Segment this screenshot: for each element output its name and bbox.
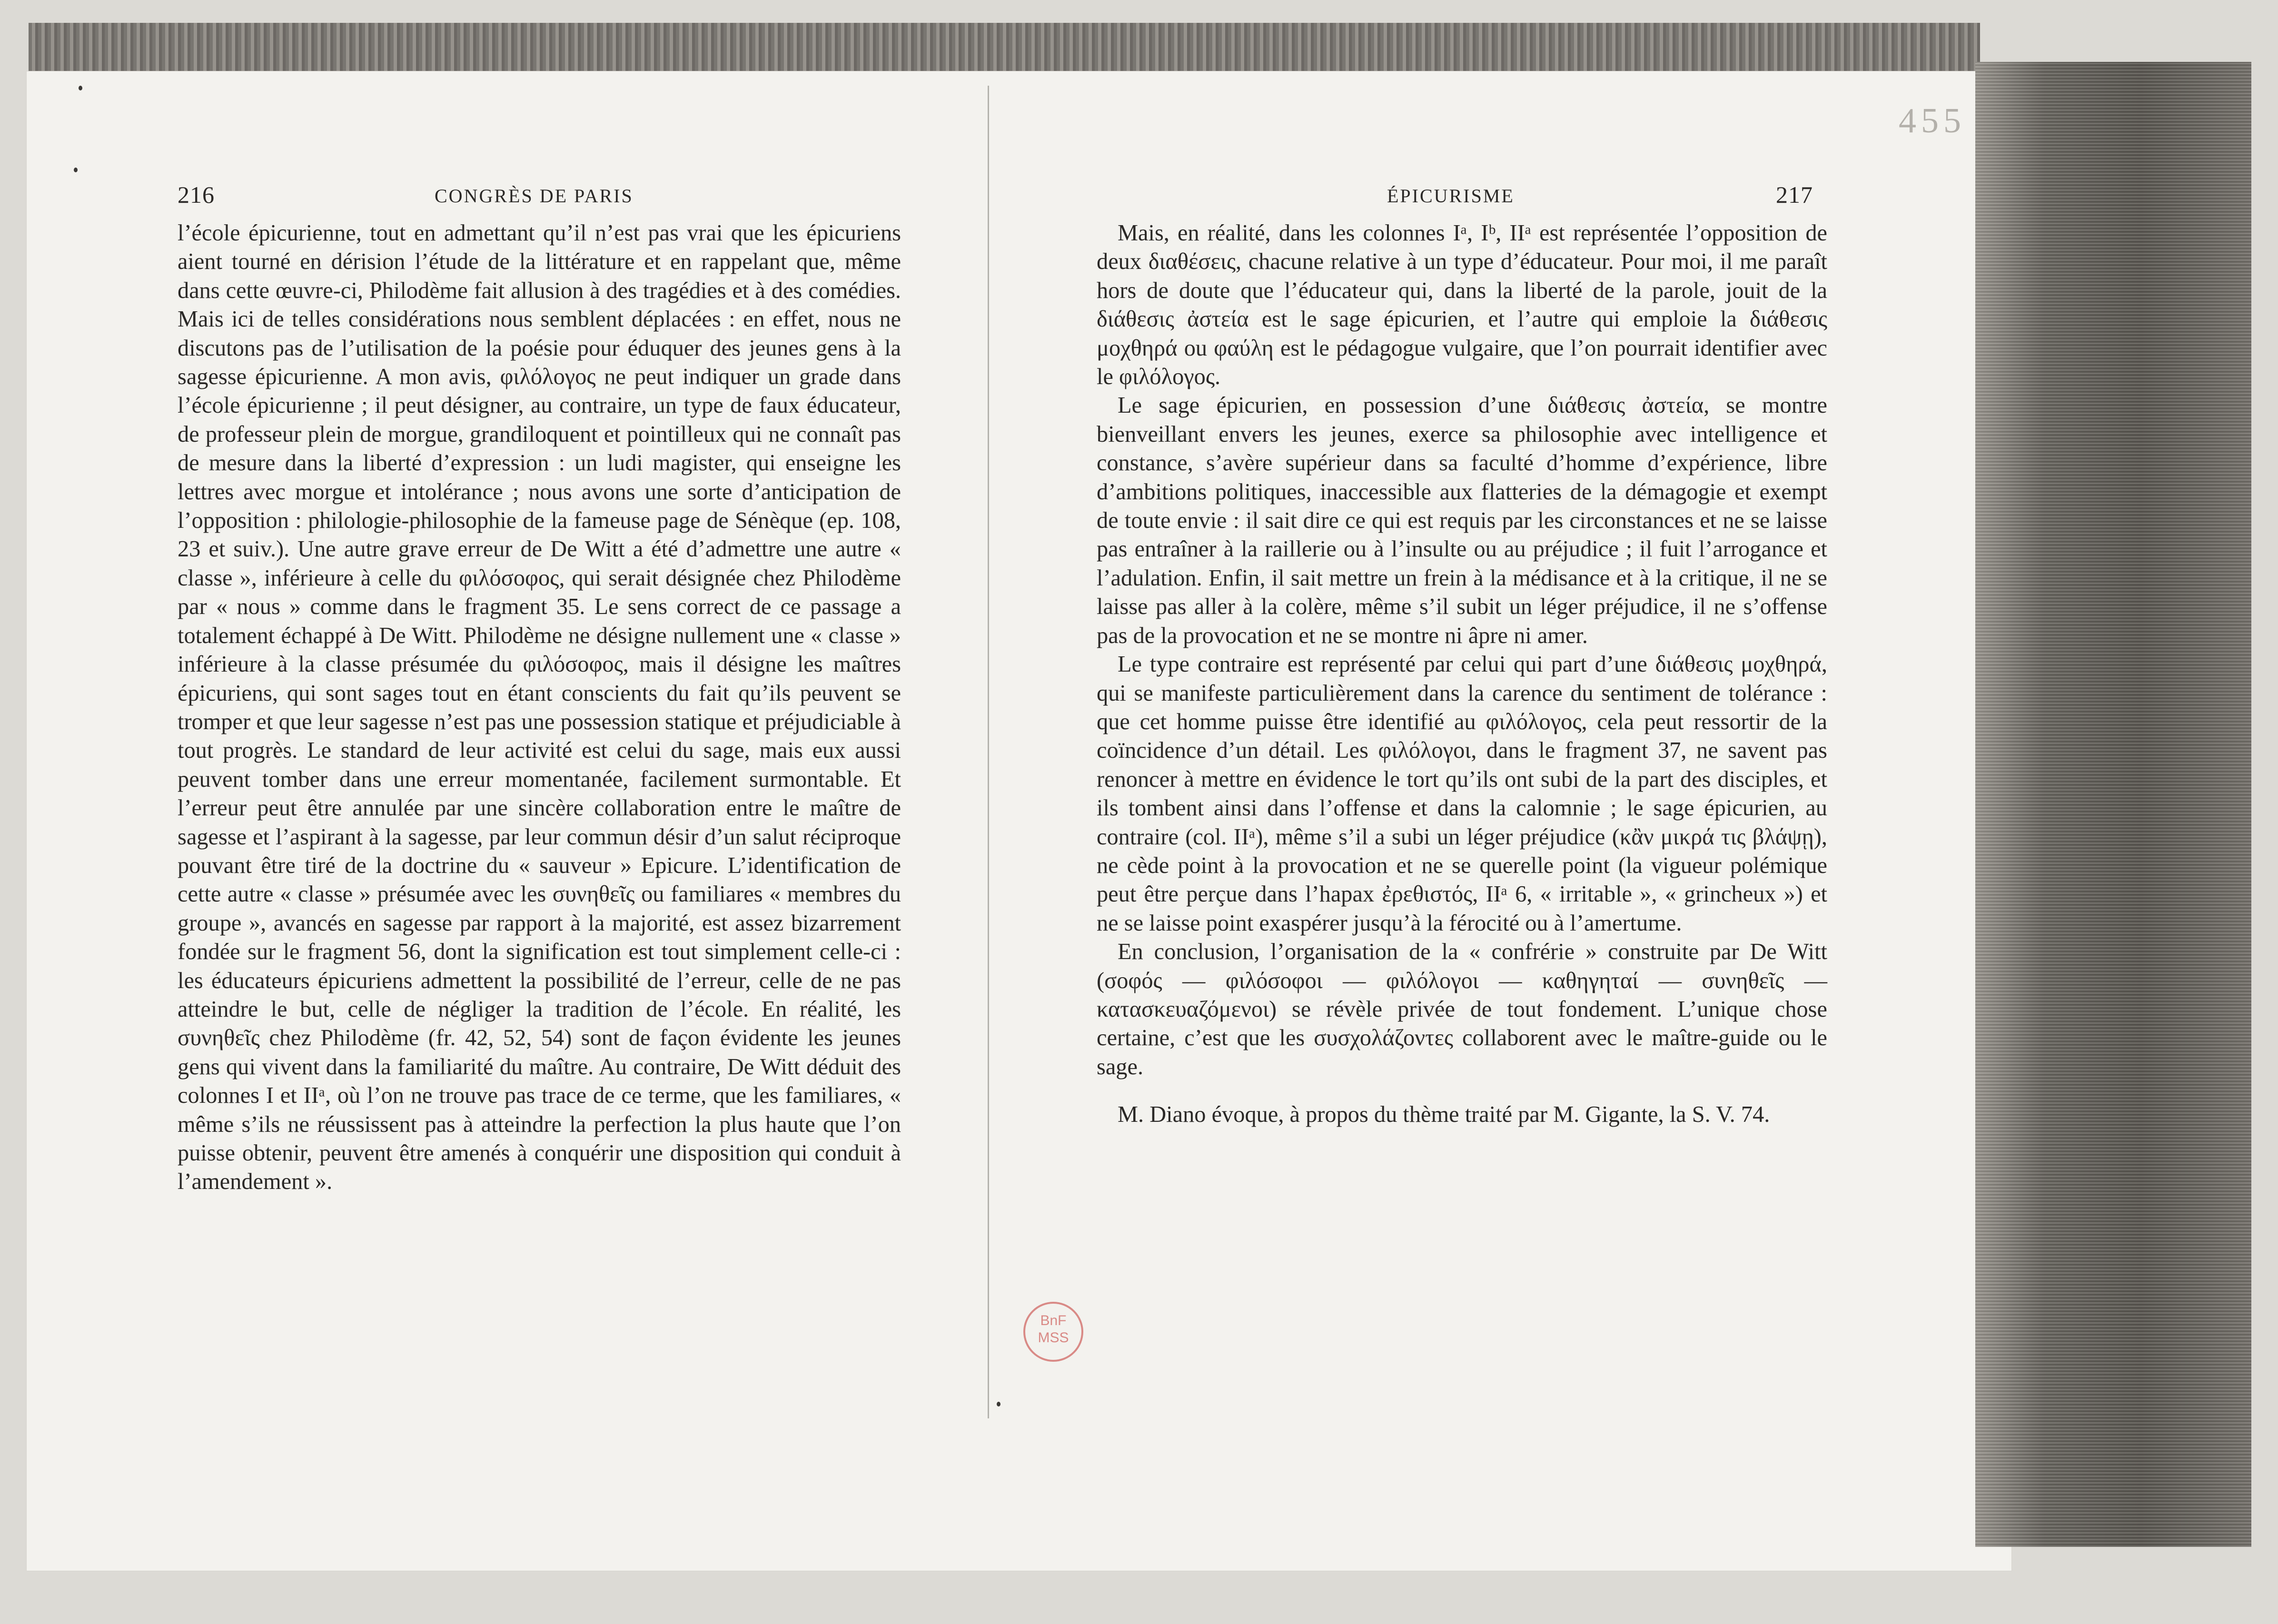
speck: [74, 168, 78, 172]
left-page-body: [178, 219, 901, 1197]
left-running-title: CONGRÈS DE PARIS: [435, 185, 634, 207]
right-running-head: [1097, 181, 1827, 219]
speck: [997, 1402, 1000, 1406]
archive-page-number: 455: [1899, 101, 1966, 140]
right-running-title: ÉPICURISME: [1387, 185, 1515, 207]
left-page-number: 216: [178, 181, 215, 208]
scan-top-edge: [29, 23, 1980, 75]
stamp-line-2: MSS: [1038, 1330, 1069, 1346]
right-paragraph-4: En conclusion, l’organisation de la « confrérie » construite par De Witt (σοφός — φιλόσοφοι — φιλόλογοι — καθηγηταί — συνηθεῖς — κατασκευαζόμενοι) se révèle privée de tout fondement. L’unique chose certaine, c’est que les συσχολάζοντες collaborent avec le maître-guide ou le sage.: [1097, 939, 1827, 1079]
right-page-body: [1097, 219, 1827, 1129]
library-stamp: [1023, 1302, 1083, 1362]
right-page-number: 217: [1776, 181, 1813, 208]
discussion-note: M. Diano évoque, à propos du thème traité par M. Gigante, la S. V. 74.: [1118, 1102, 1770, 1128]
right-paragraph-2: Le sage épicurien, en possession d’une διάθεσις ἀστεία, se montre bienveillant envers les jeunes, exerce sa philosophie avec intelligence et constance, s’avère supérieur dans sa faculté d’homme d’expérience, libre d’ambitions politiques, inaccessible aux flatteries de la démagogie et exempt de toute envie : il sait dire ce qui est requis par les circonstances et ne se laisse pas entraîner à la raillerie ou à l’insulte ou au préjudice ; il fuit l’arrogance et l’adulation. Enfin, il sait mettre un frein à la médisance et à la critique, il ne se laisse pas aller à la colère, même s’il subit un léger préjudice, il ne s’offense pas de la provocation et ne se montre ni âpre ni amer.: [1097, 393, 1827, 648]
stamp-line-1: BnF: [1040, 1313, 1067, 1328]
book-gutter: [988, 86, 989, 1418]
right-page: [1097, 181, 1827, 1129]
right-paragraph-1: Mais, en réalité, dans les colonnes Iᵃ, Iᵇ, IIᵃ est représentée l’opposition de deux διαθέσεις, chacune relative à un type d’éducateur. Pour moi, il me paraît hors de doute que l’éducateur qui, dans la liberté de la parole, jouit de la διάθεσις ἀστεία est le sage épicurien, et l’autre qui emploie la διάθεσις μοχθηρά ou φαύλη est le pédagogue vulgaire, que l’on pourrait identifier avec le φιλόλογος.: [1097, 220, 1827, 390]
speck: [79, 86, 82, 90]
scan-right-edge: [1975, 62, 2251, 1547]
left-paragraph-1: l’école épicurienne, tout en admettant qu’il n’est pas vrai que les épicuriens aient tourné en dérision l’étude de la littérature et en rappelant que, même dans cette œuvre-ci, Philodème fait allusion à des tragédies et à des comédies. Mais ici de telles considérations nous semblent déplacées : en effet, nous ne discutons pas de l’utilisation de la poésie pour éduquer des jeunes gens à la sagesse épicurienne. A mon avis, φιλόλογος ne peut indiquer un grade dans l’école épicurienne ; il peut désigner, au contraire, un type de faux éducateur, de professeur plein de morgue, grandiloquent et pointilleux qui ne connaît pas de mesure dans la liberté d’expression : un ludi magister, qui enseigne les lettres avec morgue et intolérance ; nous avons une sorte d’anticipation de l’opposition : philologie-philosophie de la fameuse page de Sénèque (ep. 108, 23 et suiv.). Une autre grave erreur de De Witt a été d’admettre une autre « classe », inférieure à celle du φιλόσοφος, qui serait désignée chez Philodème par « nous » comme dans le fragment 35. Le sens correct de ce passage a totalement échappé à De Witt. Philodème ne désigne nullement une « classe » inférieure à la classe présumée du φιλόσοφος, mais il désigne les maîtres épicuriens, qui sont sages tout en étant conscients du fait qu’ils peuvent se tromper et que leur sagesse n’est pas une possession statique et préjudiciable à tout progrès. Le standard de leur activité est celui du sage, mais eux aussi peuvent tomber dans une erreur momentanée, facilement surmontable. Et l’erreur peut être annulée par une sincère collaboration entre le maître de sagesse et l’aspirant à la sagesse, par leur commun désir d’un salut réciproque pouvant être tiré de la doctrine du « sauveur » Epicure. L’identification de cette autre « classe » présumée avec les συνηθεῖς ou familiares « membres du groupe », avancés en sagesse par rapport à la majorité, est assez bizarrement fondée sur le fragment 56, dont la signification est tout simplement celle-ci : les éducateurs épicuriens admettent la possibilité de l’erreur, celle de ne pas atteindre le but, celle de négliger la tradition de l’école. En réalité, les συνηθεῖς chez Philodème (fr. 42, 52, 54) sont de façon évidente les jeunes gens qui vivent dans la familiarité du maître. Au contraire, De Witt déduit des colonnes I et IIᵃ, où l’on ne trouve pas trace de ce terme, que les familiares, « même s’ils ne réussissent pas à atteindre la perfection la plus haute que l’on puisse obtenir, peuvent être amenés à conquérir une disposition qui conduit à l’amendement ».: [178, 220, 901, 1195]
left-page: [178, 181, 901, 1197]
left-running-head: [178, 181, 901, 219]
right-paragraph-3: Le type contraire est représenté par celui qui part d’une διάθεσις μοχθηρά, qui se manifeste particulièrement dans la carence du sentiment de tolérance : que cet homme puisse être identifié au φιλόλογος, cela peut ressortir de la coïncidence d’un détail. Les φιλόλογοι, dans le fragment 37, ne savent pas renoncer à mettre en évidence le tort qu’ils ont subi de la part des disciples, et ils tombent ainsi dans l’offense et dans la calomnie ; le sage épicurien, au contraire (col. IIᵃ), même s’il a subi un léger préjudice (κἂν μικρά τις βλάψῃ), ne cède point à la provocation et ne se querelle point (la vigueur polémique peut être perçue dans l’hapax ἐρεθιστός, IIᵃ 6, « irritable », « grincheux ») et ne se laisse point exaspérer jusqu’à la férocité ou à l’amertume.: [1097, 652, 1827, 936]
